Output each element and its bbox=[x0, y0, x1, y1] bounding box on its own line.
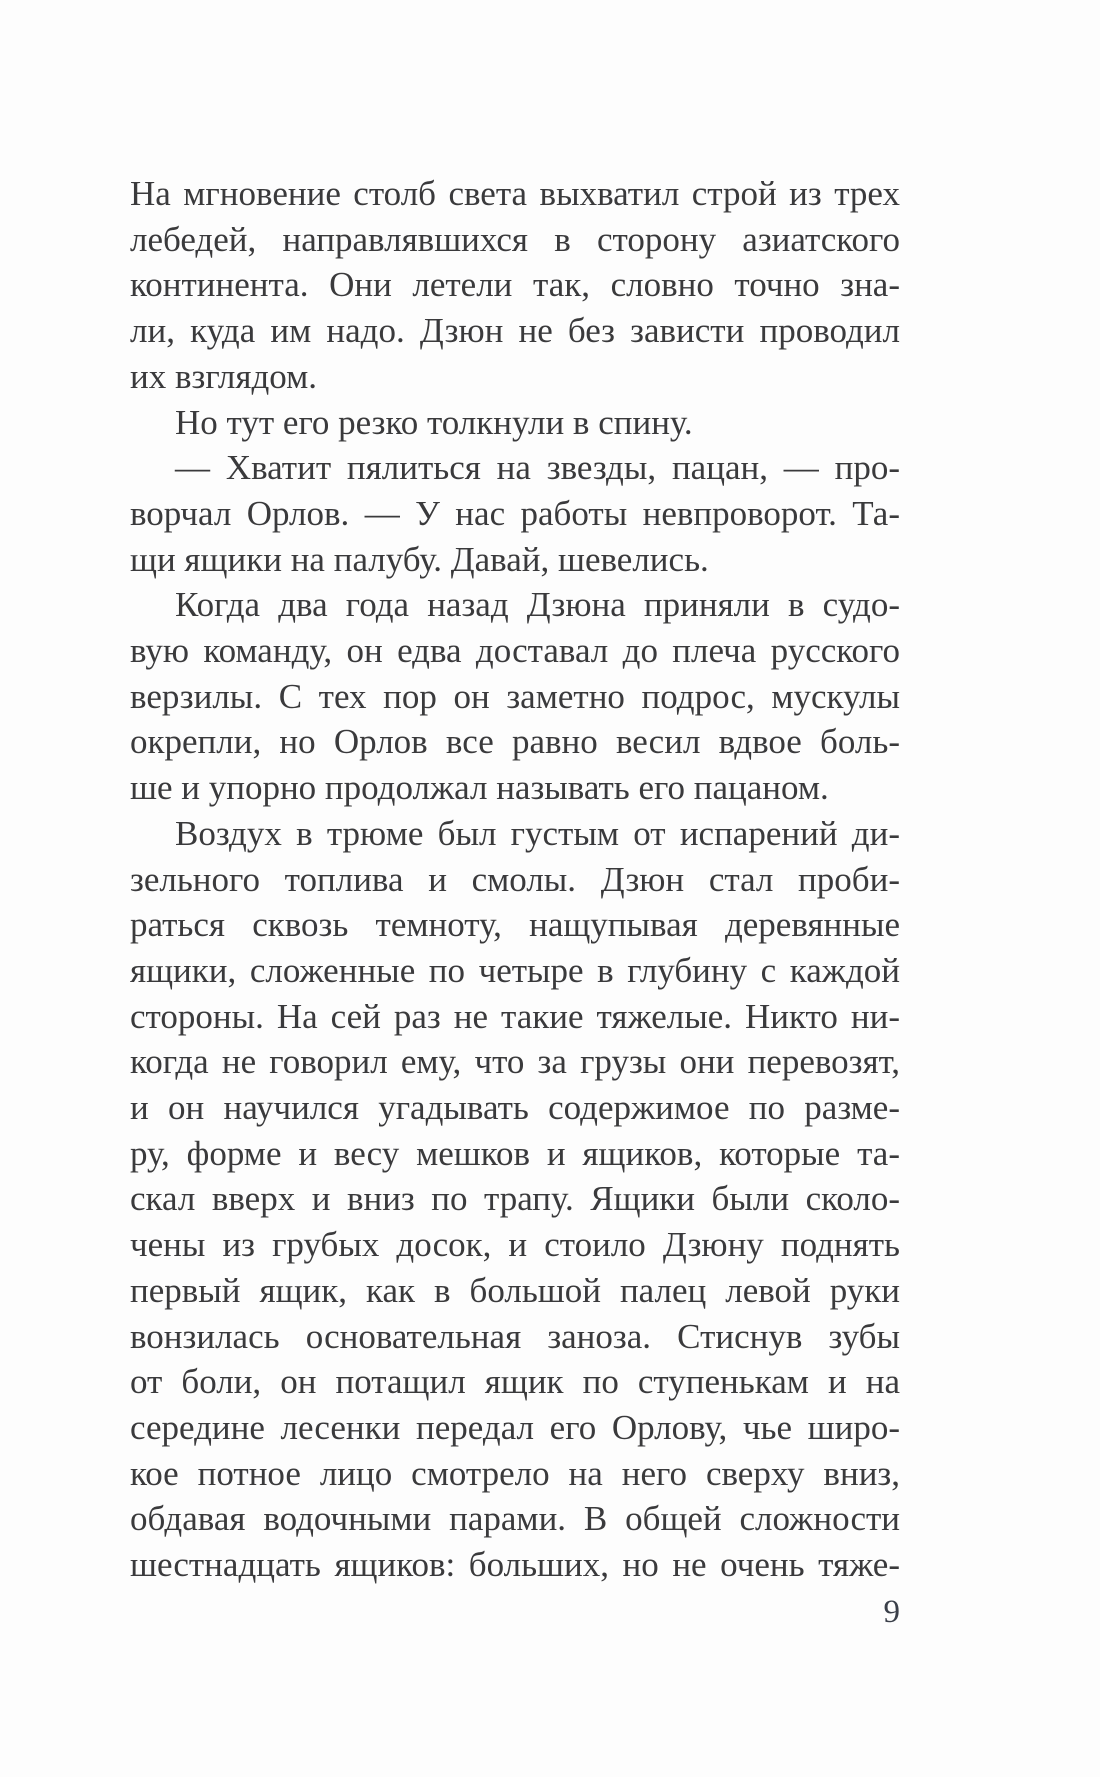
text-line: обдавая водочными парами. В общей сложности bbox=[130, 1499, 900, 1539]
text-line: ящики, сложенные по четыре в глубину с каждой bbox=[130, 950, 900, 990]
text-line: Когда два года назад Дзюна приняли в судо- bbox=[175, 585, 900, 625]
text-line: когда не говорил ему, что за грузы они перевозят, bbox=[130, 1042, 900, 1082]
text-line: и он научился угадывать содержимое по разме- bbox=[130, 1088, 900, 1128]
text-line: континента. Они летели так, словно точно зна- bbox=[130, 265, 900, 305]
text-line: раться сквозь темноту, нащупывая деревянные bbox=[130, 905, 900, 945]
text-line: На мгновение столб света выхватил строй из трех bbox=[130, 174, 900, 213]
text-line: шестнадцать ящиков: больших, но не очень тяже- bbox=[130, 1545, 900, 1585]
text-line: ли, куда им надо. Дзюн не без зависти проводил bbox=[130, 311, 900, 351]
body-text bbox=[130, 171, 900, 1588]
text-line: кое потное лицо смотрело на него сверху вниз, bbox=[130, 1453, 900, 1493]
text-line: середине лесенки передал его Орлову, чье широ- bbox=[130, 1407, 900, 1447]
text-line: от боли, он потащил ящик по ступенькам и на bbox=[130, 1362, 900, 1402]
text-line: стороны. На сей раз не такие тяжелые. Никто ни- bbox=[130, 996, 900, 1036]
text-line: их взглядом. bbox=[130, 356, 318, 396]
text-line: зельного топлива и смолы. Дзюн стал проби- bbox=[130, 859, 900, 899]
text-line: чены из грубых досок, и стоило Дзюну поднять bbox=[130, 1225, 900, 1265]
text-line: лебедей, направлявшихся в сторону азиатского bbox=[130, 219, 900, 259]
page-number: 9 bbox=[883, 1594, 900, 1630]
text-line: щи ящики на палубу. Давай, шевелись. bbox=[130, 539, 709, 579]
text-line: ру, форме и весу мешков и ящиков, которые та- bbox=[130, 1133, 900, 1173]
text-line: скал вверх и вниз по трапу. Ящики были сколо- bbox=[130, 1179, 900, 1219]
text-line: ворчал Орлов. — У нас работы невпроворот. Та- bbox=[130, 493, 900, 533]
text-line: Но тут его резко толкнули в спину. bbox=[175, 402, 693, 442]
text-line: окрепли, но Орлов все равно весил вдвое боль- bbox=[130, 722, 900, 762]
text-line: первый ящик, как в большой палец левой руки bbox=[130, 1270, 900, 1310]
text-line: вую команду, он едва доставал до плеча русского bbox=[130, 631, 900, 671]
text-line: вонзилась основательная заноза. Стиснув зубы bbox=[130, 1316, 900, 1356]
text-line: верзилы. С тех пор он заметно подрос, мускулы bbox=[130, 676, 900, 716]
text-line: ше и упорно продолжал называть его пацаном. bbox=[130, 768, 829, 808]
text-line: Воздух в трюме был густым от испарений ди- bbox=[175, 813, 900, 853]
text-line: — Хватит пялиться на звезды, пацан, — про- bbox=[175, 448, 900, 488]
